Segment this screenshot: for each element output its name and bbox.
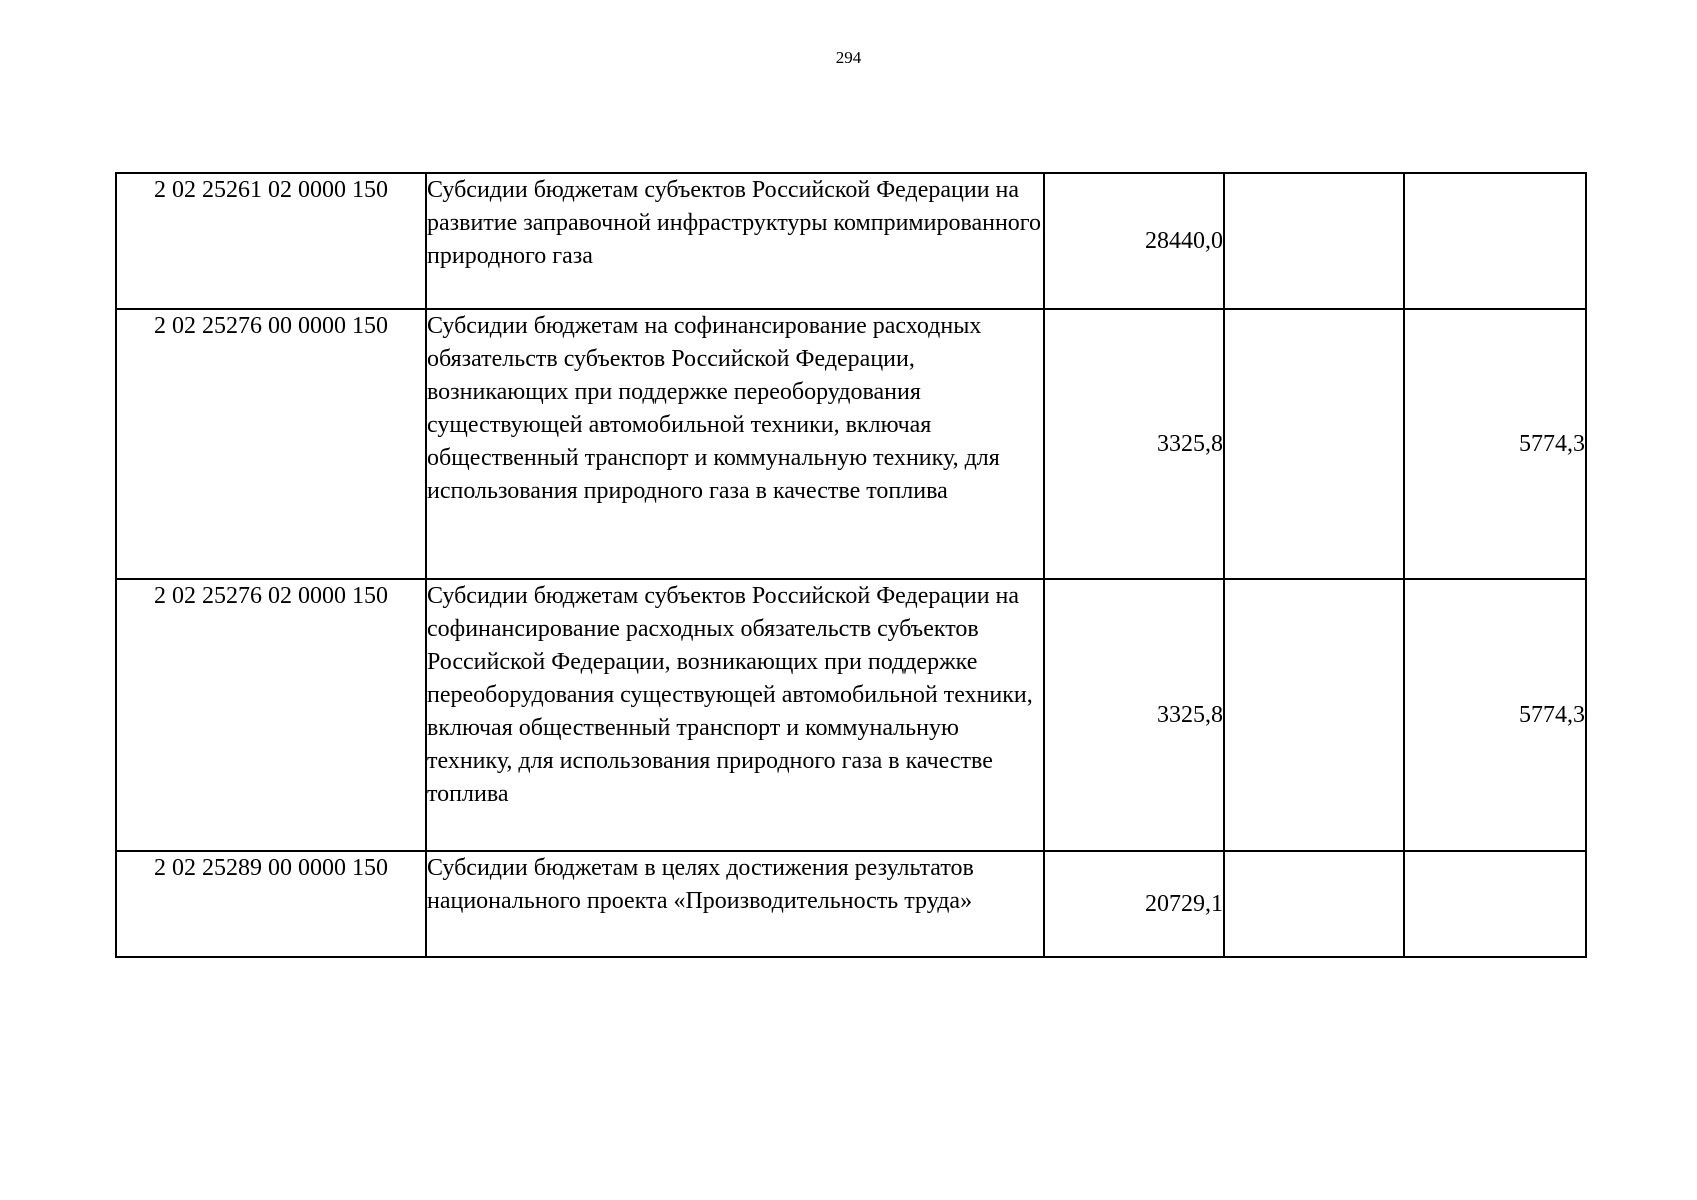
description-cell: Субсидии бюджетам в целях достижения результатов национального проекта «Производительность труда» (426, 851, 1044, 957)
table-row (116, 173, 1586, 309)
budget-code-cell: 2 02 25276 00 0000 150 (116, 309, 426, 579)
budget-code-cell: 2 02 25261 02 0000 150 (116, 173, 426, 309)
budget-table (115, 172, 1587, 958)
amount-cell-2 (1224, 309, 1404, 579)
amount-cell-3 (1404, 173, 1586, 309)
amount-cell-3 (1404, 851, 1586, 957)
amount-cell-2 (1224, 173, 1404, 309)
amount-cell-1: 20729,1 (1044, 851, 1224, 957)
amount-cell-1: 3325,8 (1044, 579, 1224, 851)
amount-cell-1: 28440,0 (1044, 173, 1224, 309)
amount-cell-1: 3325,8 (1044, 309, 1224, 579)
description-cell: Субсидии бюджетам субъектов Российской Федерации на развитие заправочной инфраструктуры компримированного природного газа (426, 173, 1044, 309)
table-row (116, 579, 1586, 851)
budget-code-cell: 2 02 25289 00 0000 150 (116, 851, 426, 957)
table-row (116, 309, 1586, 579)
budget-code-cell: 2 02 25276 02 0000 150 (116, 579, 426, 851)
amount-cell-2 (1224, 851, 1404, 957)
description-cell: Субсидии бюджетам на софинансирование расходных обязательств субъектов Российской Федерации, возникающих при поддержке переоборудования существующей автомобильной техники, включая общественный транспорт и коммунальную технику, для использования природного газа в качестве топлива (426, 309, 1044, 579)
amount-cell-3: 5774,3 (1404, 579, 1586, 851)
table-row (116, 851, 1586, 957)
amount-cell-3: 5774,3 (1404, 309, 1586, 579)
amount-cell-2 (1224, 579, 1404, 851)
page-number: 294 (835, 48, 862, 67)
description-cell: Субсидии бюджетам субъектов Российской Федерации на софинансирование расходных обязательств субъектов Российской Федерации, возникающих при поддержке переоборудования существующей автомобильной техники, включая общественный транспорт и коммунальную технику, для использования природного газа в качестве топлива (426, 579, 1044, 851)
